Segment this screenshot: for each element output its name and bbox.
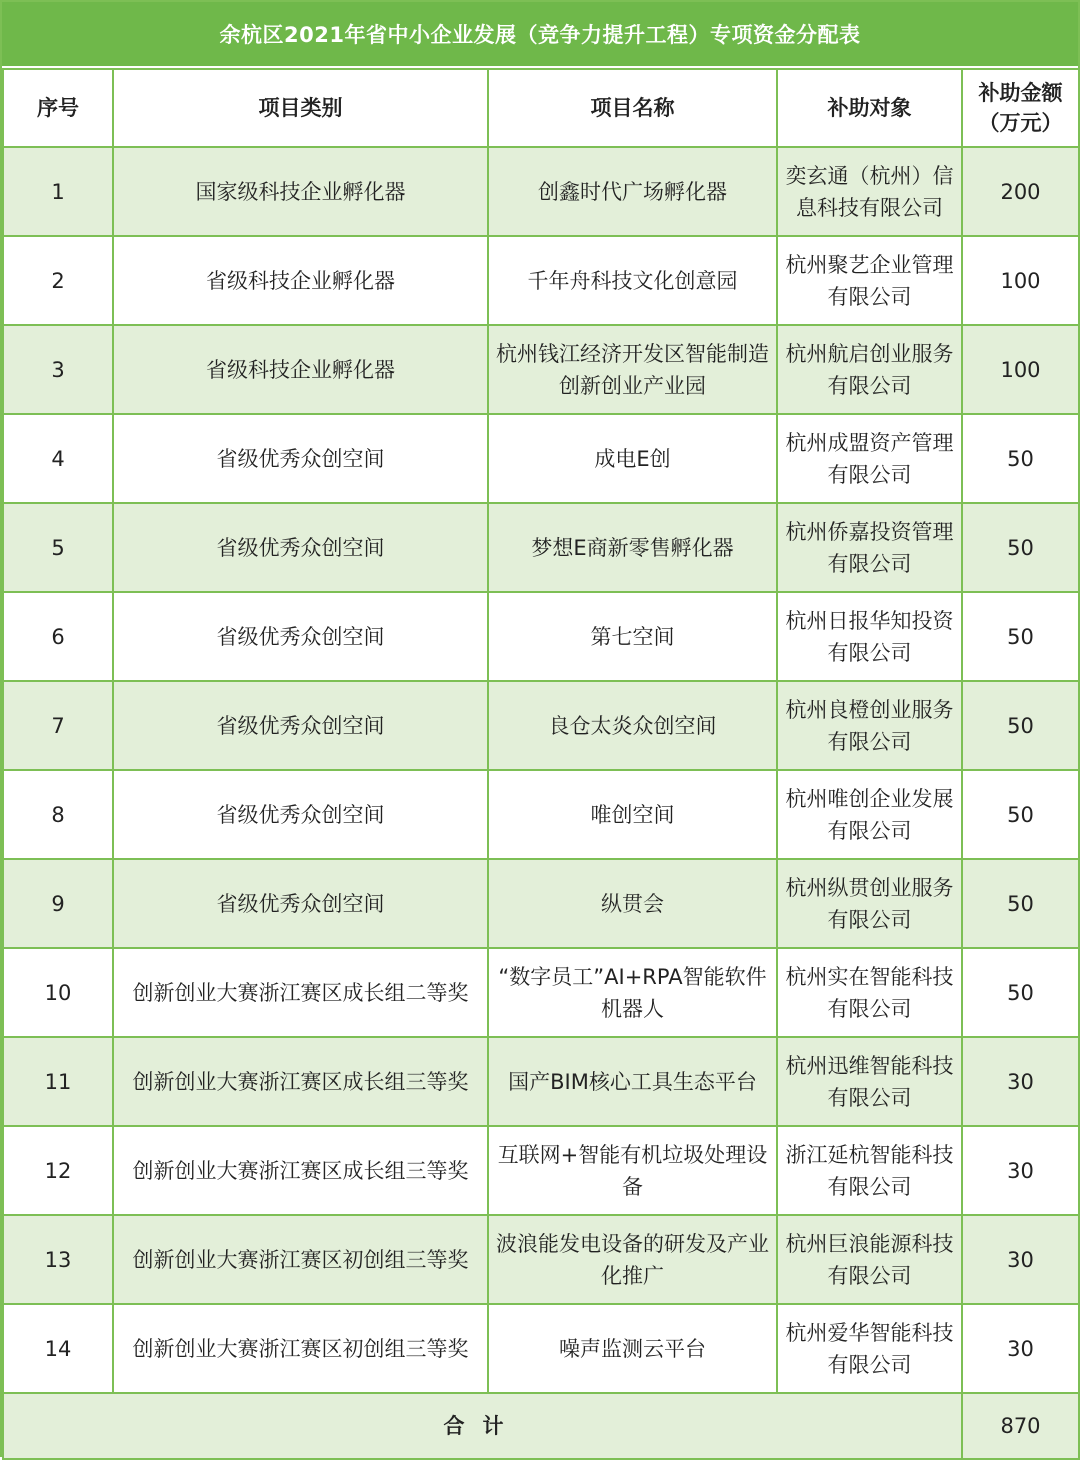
cell-recipient: 杭州侨嘉投资管理有限公司 [777,503,962,592]
cell-no: 6 [3,592,113,681]
cell-recipient: 杭州日报华知投资有限公司 [777,592,962,681]
table-row [3,770,1079,859]
cell-category: 创新创业大赛浙江赛区成长组三等奖 [113,1126,488,1215]
total-row [3,1393,1079,1459]
cell-name: 创鑫时代广场孵化器 [488,147,777,236]
cell-recipient: 杭州成盟资产管理有限公司 [777,414,962,503]
cell-category: 省级优秀众创空间 [113,859,488,948]
cell-no: 5 [3,503,113,592]
cell-category: 创新创业大赛浙江赛区成长组二等奖 [113,948,488,1037]
table-row [3,948,1079,1037]
cell-name: 唯创空间 [488,770,777,859]
header-amount: 补助金额（万元） [962,69,1079,147]
cell-amount: 30 [962,1304,1079,1393]
cell-recipient: 杭州良橙创业服务有限公司 [777,681,962,770]
cell-no: 4 [3,414,113,503]
cell-name: 成电E创 [488,414,777,503]
cell-no: 8 [3,770,113,859]
cell-category: 创新创业大赛浙江赛区初创组三等奖 [113,1304,488,1393]
cell-recipient: 奕玄通（杭州）信息科技有限公司 [777,147,962,236]
header-recipient: 补助对象 [777,69,962,147]
header-category: 项目类别 [113,69,488,147]
cell-category: 国家级科技企业孵化器 [113,147,488,236]
cell-category: 省级优秀众创空间 [113,414,488,503]
cell-recipient: 杭州唯创企业发展有限公司 [777,770,962,859]
table-row [3,147,1079,236]
cell-no: 11 [3,1037,113,1126]
cell-category: 省级优秀众创空间 [113,681,488,770]
cell-no: 10 [3,948,113,1037]
table-row [3,1215,1079,1304]
cell-recipient: 杭州迅维智能科技有限公司 [777,1037,962,1126]
cell-amount: 50 [962,414,1079,503]
cell-amount: 50 [962,770,1079,859]
cell-no: 7 [3,681,113,770]
cell-amount: 50 [962,592,1079,681]
table-row [3,681,1079,770]
cell-no: 1 [3,147,113,236]
cell-amount: 200 [962,147,1079,236]
cell-no: 12 [3,1126,113,1215]
cell-name: 国产BIM核心工具生态平台 [488,1037,777,1126]
cell-amount: 30 [962,1126,1079,1215]
cell-name: 互联网+智能有机垃圾处理设备 [488,1126,777,1215]
cell-no: 14 [3,1304,113,1393]
cell-amount: 30 [962,1037,1079,1126]
cell-recipient: 杭州聚艺企业管理有限公司 [777,236,962,325]
cell-no: 2 [3,236,113,325]
cell-recipient: 杭州爱华智能科技有限公司 [777,1304,962,1393]
cell-name: 纵贯会 [488,859,777,948]
table-row [3,503,1079,592]
cell-name: 梦想E商新零售孵化器 [488,503,777,592]
cell-category: 创新创业大赛浙江赛区成长组三等奖 [113,1037,488,1126]
table-row [3,592,1079,681]
cell-category: 创新创业大赛浙江赛区初创组三等奖 [113,1215,488,1304]
allocation-table [2,68,1080,1460]
cell-no: 3 [3,325,113,414]
cell-category: 省级科技企业孵化器 [113,325,488,414]
cell-amount: 30 [962,1215,1079,1304]
cell-amount: 100 [962,236,1079,325]
cell-name: “数字员工”AI+RPA智能软件机器人 [488,948,777,1037]
cell-no: 9 [3,859,113,948]
cell-name: 第七空间 [488,592,777,681]
total-label: 合计 [3,1393,962,1459]
cell-recipient: 浙江延杭智能科技有限公司 [777,1126,962,1215]
cell-recipient: 杭州巨浪能源科技有限公司 [777,1215,962,1304]
cell-recipient: 杭州航启创业服务有限公司 [777,325,962,414]
cell-name: 噪声监测云平台 [488,1304,777,1393]
cell-recipient: 杭州实在智能科技有限公司 [777,948,962,1037]
cell-amount: 50 [962,948,1079,1037]
table-row [3,414,1079,503]
table-row [3,325,1079,414]
cell-amount: 50 [962,681,1079,770]
table-row [3,236,1079,325]
cell-category: 省级科技企业孵化器 [113,236,488,325]
cell-name: 良仓太炎众创空间 [488,681,777,770]
cell-amount: 50 [962,859,1079,948]
cell-category: 省级优秀众创空间 [113,592,488,681]
cell-category: 省级优秀众创空间 [113,503,488,592]
cell-name: 波浪能发电设备的研发及产业化推广 [488,1215,777,1304]
header-row [3,69,1079,147]
cell-name: 杭州钱江经济开发区智能制造创新创业产业园 [488,325,777,414]
table-row [3,1126,1079,1215]
header-no: 序号 [3,69,113,147]
header-name: 项目名称 [488,69,777,147]
page-title: 余杭区2021年省中小企业发展（竞争力提升工程）专项资金分配表 [2,2,1078,66]
cell-category: 省级优秀众创空间 [113,770,488,859]
table-row [3,859,1079,948]
cell-recipient: 杭州纵贯创业服务有限公司 [777,859,962,948]
cell-amount: 50 [962,503,1079,592]
cell-no: 13 [3,1215,113,1304]
table-row [3,1037,1079,1126]
table-row [3,1304,1079,1393]
cell-amount: 100 [962,325,1079,414]
total-amount: 870 [962,1393,1079,1459]
cell-name: 千年舟科技文化创意园 [488,236,777,325]
